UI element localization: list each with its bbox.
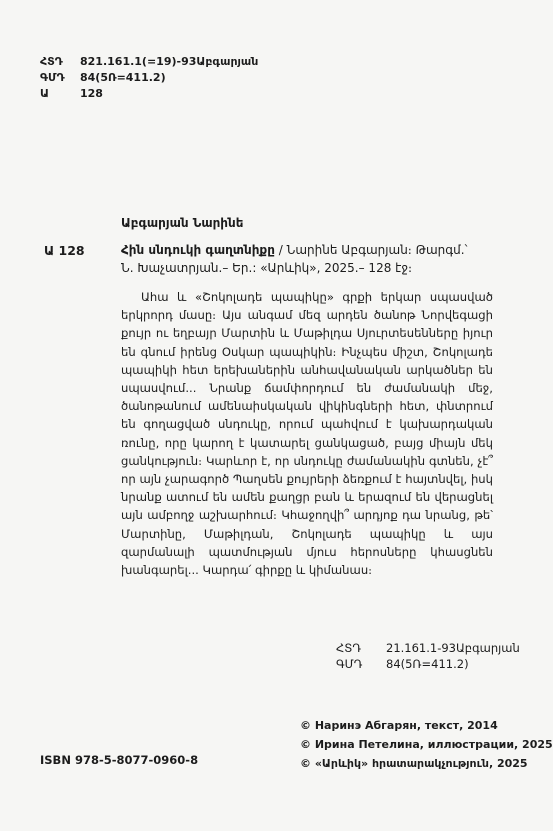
code-value: 84(5Ռ=411.2) [386,657,469,671]
code-value: 128 [80,87,103,100]
author-name: Աբգարյան Նարինե [121,216,244,230]
isbn: ISBN 978-5-8077-0960-8 [40,753,199,767]
publication-line: Ն. Խաչատրյան.– Եր.: «Արևիկ», 2025.– 128 էջ։ [121,261,413,275]
code-key: ՀՏԴ [336,641,362,655]
code-key: ԳՄԴ [336,657,363,671]
code-row-bbk [336,656,520,672]
classification-codes-top [40,54,258,102]
classification-codes-bottom [336,640,520,672]
code-value: 21.161.1-93Աբգարյան [386,641,520,655]
code-row-udc [40,54,258,70]
title-line [121,243,467,257]
title-responsibility: / Նարինե Աբգարյան։ Թարգմ.՝ [274,243,468,257]
code-value: 84(5Ռ=411.2) [80,71,166,84]
code-key: ԳՄԴ [40,71,65,84]
code-value: 821.161.1(=19)-93Աբգարյան [80,55,259,68]
code-row-author-mark [40,86,258,102]
code-row-udc [336,640,520,656]
copyright-block [300,716,553,773]
code-key: ՀՏԴ [40,55,63,68]
copyright-line: © Наринэ Абгарян, текст, 2014 [300,719,498,732]
book-title: Հին սնդուկի գաղտնիքը [121,243,275,257]
code-key: Ա [40,87,49,100]
copyright-line: © «Արևիկ» հրատարակչություն, 2025 [300,757,528,770]
catalog-key: Ա 128 [44,243,85,258]
copyright-line: © Ирина Петелина, иллюстрации, 2025 [300,738,553,751]
abstract-paragraph: Ահա և «Շոկոլադե պապիկը» գրքի երկար սպասված երկրորդ մասը։ Այս անգամ մեզ արդեն ծանոթ Նորվեգացի քույր ու եղբայր Մարտին և Մաթիլդա Սյուրտեսենները իյուր են գնում իրենց Օսկար պապիկին։ Ինչպես միշտ, Շոկոլադե պապիկի հետ երեխաներին անհավանական արկածներ են սպասվում... Նրանք ճամփորդում են ժամանակի մեջ, ծանոթանում ամենաիսկական վիկինգների հետ, փնտրում են գողացված սնդուկը, որում պահվում է կախարդական ռունը, որը կարող է կատարել ցանկացած, բայց միայն մեկ ցանկություն։ Կարևոր է, որ սնդուկը ժամանակին գտնեն, չէ՞ որ այն չարագործ Պաղսեն քույրերի ձեռքում է հայտնվել, իսկ նրանք ատում են ամեն քաղցր բան և երազում են վերացնել այն ամբողջ աշխարհում։ Կհաջողվի՞ արդյոք դա նրանց, թե՝ Մարտինը, Մաթիլդան, Շոկոլադե պապիկը և այս զարմանալի պատմության մյուս հերոսները կհասցնեն խանգարել... Կարդա՛ գիրքը և կիմանաս։ [121,290,493,578]
code-row-bbk [40,70,258,86]
